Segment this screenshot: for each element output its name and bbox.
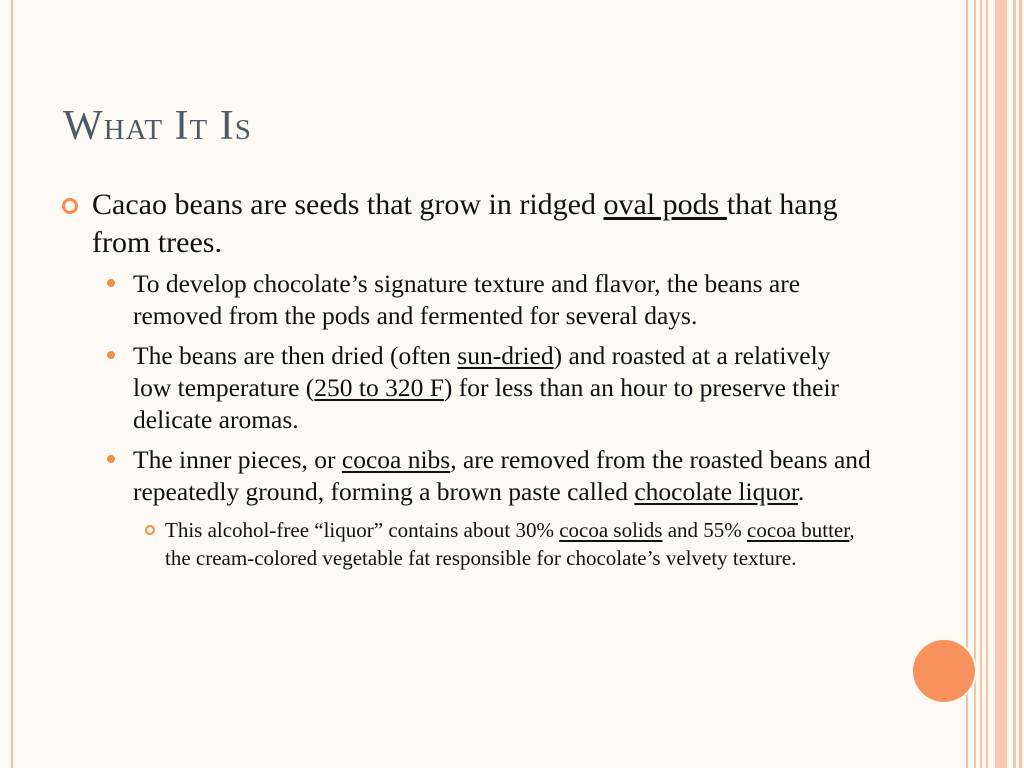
- ring-bullet-icon: [145, 525, 155, 535]
- stripe: [974, 0, 976, 768]
- link-sun-dried[interactable]: sun-dried: [457, 341, 554, 370]
- bullet-text: that hang from trees.: [92, 188, 838, 259]
- link-chocolate-liquor[interactable]: chocolate liquor: [634, 477, 798, 506]
- bullet-text: The beans are then dried (often: [133, 341, 458, 370]
- stripe: [980, 0, 982, 768]
- dot-bullet-icon: [107, 351, 115, 359]
- stripe: [1019, 0, 1022, 768]
- bullet-level2: [133, 340, 872, 436]
- bullet-level2: [133, 268, 872, 332]
- decorative-stripes: [968, 0, 1024, 768]
- stripe: [995, 0, 1007, 768]
- bullet-level3: [165, 516, 872, 572]
- bullet-text: ) for less than an hour to preserve their delicate aromas.: [133, 373, 840, 434]
- stripe: [986, 0, 988, 768]
- dot-bullet-icon: [107, 279, 115, 287]
- link-cocoa-butter[interactable]: cocoa butter: [747, 518, 850, 542]
- bullet-text: and 55%: [662, 518, 748, 542]
- dot-bullet-icon: [107, 455, 115, 463]
- bullet-text: , are removed from the roasted beans and repeatedly ground, forming a brown paste called: [133, 445, 871, 506]
- bullet-text: The inner pieces, or: [133, 445, 342, 474]
- bullet-level1: [62, 186, 872, 262]
- bullet-text: , the cream-colored vegetable fat responsible for chocolate’s velvety texture.: [165, 518, 855, 570]
- bullet-level2: [133, 444, 872, 508]
- stripe: [1013, 0, 1016, 768]
- slide-content: [62, 186, 872, 572]
- bullet-text: To develop chocolate’s signature texture and flavor, the beans are removed from the pods and fermented for several days.: [133, 269, 801, 330]
- slide-title: What It Is: [63, 103, 252, 149]
- link-cocoa-nibs[interactable]: cocoa nibs: [341, 445, 451, 474]
- link-oval-pods[interactable]: oval pods: [603, 188, 727, 221]
- ring-bullet-icon: [62, 198, 78, 214]
- bullet-text: Cacao beans are seeds that grow in ridged: [92, 188, 604, 221]
- bullet-text: This alcohol-free “liquor” contains about 30%: [165, 518, 560, 542]
- bullet-text: .: [797, 477, 805, 506]
- bullet-text: ) and roasted at a relatively low temperature (: [133, 341, 831, 402]
- link-cocoa-solids[interactable]: cocoa solids: [559, 518, 663, 542]
- link-temperature[interactable]: 250 to 320 F: [314, 373, 444, 402]
- decorative-circle: [913, 640, 975, 702]
